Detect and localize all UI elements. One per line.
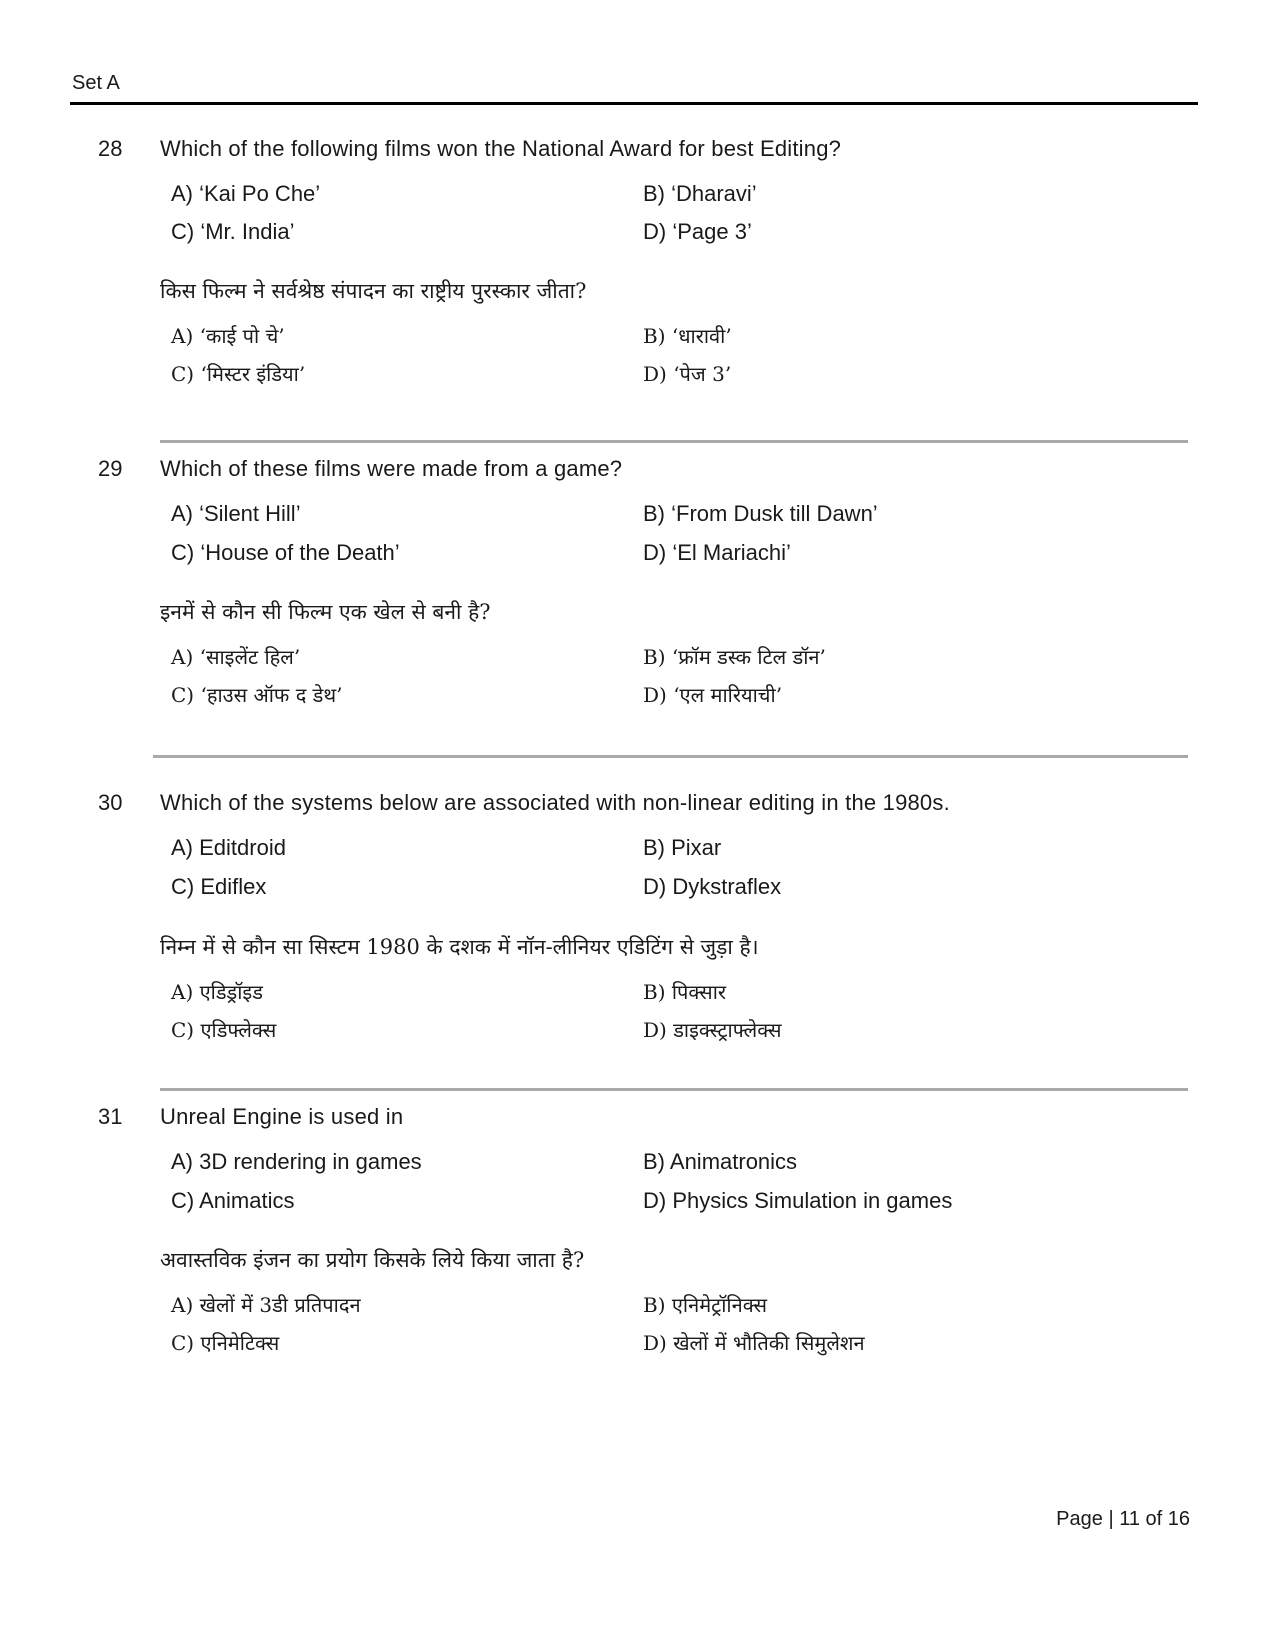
option-en-a: A) 3D rendering in games	[171, 1149, 422, 1174]
option-hi-c: C) एडिफ्लेक्स	[171, 1018, 277, 1042]
option-en-c: C) Animatics	[171, 1188, 295, 1213]
option-hi-b: B) पिक्सार	[643, 980, 727, 1004]
option-hi-b: B) ‘धारावी’	[643, 324, 732, 348]
option-hi-d: D) डाइक्स्ट्राफ्लेक्स	[643, 1018, 782, 1042]
option-hi-b: B) ‘फ्रॉम डस्क टिल डॉन’	[643, 645, 826, 669]
option-hi-a: A) खेलों में 3डी प्रतिपादन	[171, 1293, 361, 1317]
option-en-b: B) Animatronics	[643, 1149, 798, 1174]
option-en-a: A) ‘Silent Hill’	[171, 501, 301, 526]
question-number: 30	[98, 790, 123, 815]
option-hi-d: D) ‘पेज 3’	[643, 362, 732, 386]
option-en-a: A) Editdroid	[171, 835, 286, 860]
header-divider	[70, 102, 1198, 105]
option-en-c: C) ‘House of the Death’	[171, 540, 400, 565]
option-en-b: B) ‘From Dusk till Dawn’	[643, 501, 878, 526]
question-divider	[153, 755, 1188, 758]
question-text-hi: अवास्तविक इंजन का प्रयोग किसके लिये किया जाता है?	[160, 1248, 585, 1272]
option-hi-d: D) ‘एल मारियाची’	[643, 683, 783, 707]
question-divider	[160, 440, 1188, 443]
question-number: 31	[98, 1104, 123, 1129]
option-en-b: B) ‘Dharavi’	[643, 181, 757, 206]
question-text-en: Unreal Engine is used in	[160, 1104, 404, 1129]
option-en-c: C) ‘Mr. India’	[171, 219, 295, 244]
option-hi-b: B) एनिमेट्रॉनिक्स	[643, 1293, 767, 1317]
set-label: Set A	[72, 72, 120, 94]
option-en-d: D) Physics Simulation in games	[643, 1188, 953, 1213]
option-en-d: D) ‘Page 3’	[643, 219, 752, 244]
question-text-hi: इनमें से कौन सी फिल्म एक खेल से बनी है?	[160, 600, 491, 624]
option-hi-a: A) ‘साइलेंट हिल’	[171, 645, 301, 669]
option-en-c: C) Ediflex	[171, 874, 267, 899]
option-en-b: B) Pixar	[643, 835, 722, 860]
option-hi-c: C) एनिमेटिक्स	[171, 1331, 280, 1355]
question-number: 28	[98, 136, 123, 161]
option-hi-c: C) ‘मिस्टर इंडिया’	[171, 362, 306, 386]
question-divider	[160, 1088, 1188, 1091]
option-en-d: D) ‘El Mariachi’	[643, 540, 791, 565]
question-text-hi: निम्न में से कौन सा सिस्टम 1980 के दशक में नॉन-लीनियर एडिटिंग से जुड़ा है।	[160, 935, 759, 959]
option-en-d: D) Dykstraflex	[643, 874, 782, 899]
option-hi-d: D) खेलों में भौतिकी सिमुलेशन	[643, 1331, 865, 1355]
question-number: 29	[98, 456, 123, 481]
option-hi-a: A) ‘काई पो चे’	[171, 324, 285, 348]
option-hi-c: C) ‘हाउस ऑफ द डेथ’	[171, 683, 343, 707]
question-text-hi: किस फिल्म ने सर्वश्रेष्ठ संपादन का राष्ट्रीय पुरस्कार जीता?	[160, 279, 587, 303]
question-text-en: Which of the systems below are associated with non-linear editing in the 1980s.	[160, 790, 950, 815]
option-en-a: A) ‘Kai Po Che’	[171, 181, 321, 206]
option-hi-a: A) एडिड्रॉइड	[171, 980, 263, 1004]
question-text-en: Which of these films were made from a game?	[160, 456, 623, 481]
page-number: Page | 11 of 16	[1056, 1508, 1190, 1530]
question-text-en: Which of the following films won the National Award for best Editing?	[160, 136, 842, 161]
